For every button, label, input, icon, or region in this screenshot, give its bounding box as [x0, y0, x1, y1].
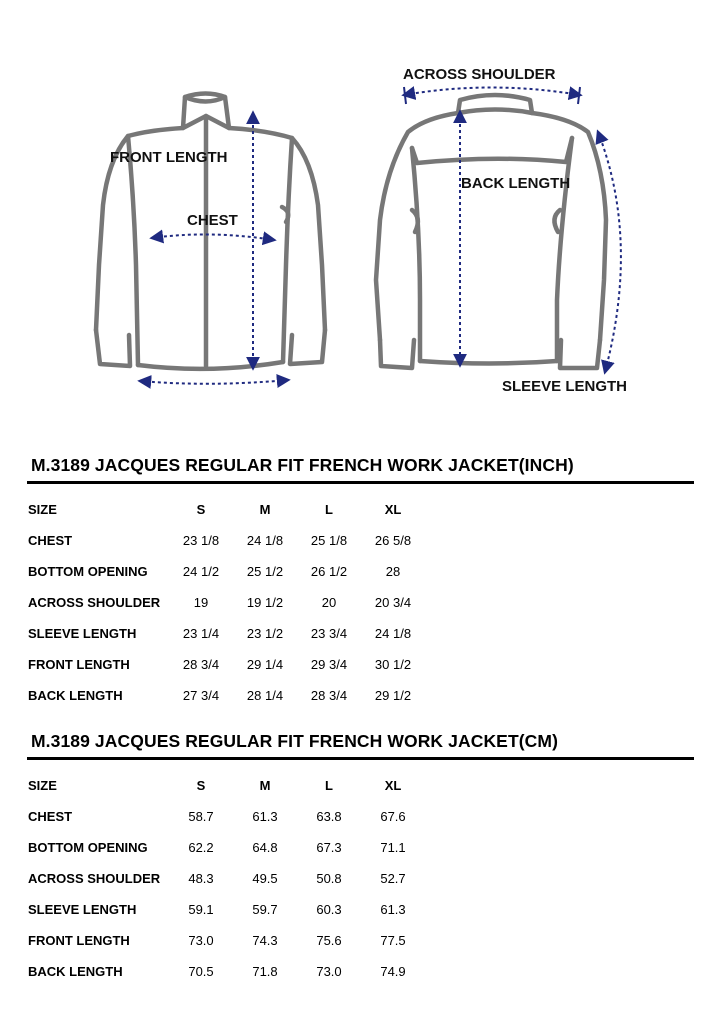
table-cell: 63.8 — [316, 809, 342, 824]
table-row — [28, 525, 425, 556]
size-s-header: S — [196, 778, 206, 793]
table-cell: 71.8 — [252, 964, 278, 979]
table-cell: 70.5 — [188, 964, 214, 979]
front-shirt-illustration — [96, 94, 325, 369]
size-m-header: M — [259, 778, 271, 793]
table-cell: 52.7 — [380, 871, 406, 886]
size-s-header: S — [196, 502, 206, 517]
table-cell: 75.6 — [316, 933, 342, 948]
table-cell: 24 1/8 — [246, 533, 284, 548]
row-label: BACK LENGTH — [28, 688, 123, 703]
table-cell: 60.3 — [316, 902, 342, 917]
back-shirt-illustration — [376, 95, 606, 368]
table-cell: 30 1/2 — [374, 657, 412, 672]
table-header-row — [28, 494, 425, 525]
table-cell: 77.5 — [380, 933, 406, 948]
table-cell: 73.0 — [188, 933, 214, 948]
table-cell: 19 — [193, 595, 209, 610]
table-cell: 61.3 — [252, 809, 278, 824]
table-row — [28, 587, 425, 618]
row-label: FRONT LENGTH — [28, 657, 130, 672]
table-row — [28, 556, 425, 587]
table-cell: 58.7 — [188, 809, 214, 824]
row-label: CHEST — [28, 809, 73, 824]
row-label: BOTTOM OPENING — [28, 564, 148, 579]
cm-title-rule — [27, 757, 694, 760]
table-cell: 28 1/4 — [246, 688, 284, 703]
table-cell: 24 1/2 — [182, 564, 220, 579]
size-l-header: L — [325, 502, 333, 517]
table-cell: 20 — [321, 595, 337, 610]
cm-size-table — [28, 770, 425, 987]
across-shoulder-label: ACROSS SHOULDER — [403, 66, 556, 83]
inch-title-rule — [27, 481, 694, 484]
table-cell: 27 3/4 — [182, 688, 220, 703]
size-xl-header: XL — [384, 778, 402, 793]
table-cell: 62.2 — [188, 840, 214, 855]
sleeve-length-label: SLEEVE LENGTH — [502, 378, 628, 395]
size-column-header: SIZE — [28, 778, 57, 793]
table-row — [28, 956, 425, 987]
measurement-diagram — [0, 0, 723, 420]
table-cell: 20 3/4 — [374, 595, 412, 610]
table-row — [28, 832, 425, 863]
table-row — [28, 618, 425, 649]
table-cell: 74.3 — [252, 933, 278, 948]
table-cell: 59.1 — [188, 902, 214, 917]
table-cell: 67.3 — [316, 840, 342, 855]
cm-table-title: M.3189 JACQUES REGULAR FIT FRENCH WORK JACKET(CM) — [31, 731, 559, 751]
table-cell: 28 — [385, 564, 401, 579]
chest-label: CHEST — [187, 212, 238, 229]
table-cell: 67.6 — [380, 809, 406, 824]
back-length-label: BACK LENGTH — [461, 175, 571, 192]
row-label: BOTTOM OPENING — [28, 840, 148, 855]
size-column-header: SIZE — [28, 502, 57, 517]
bottom-opening-arrow — [140, 380, 288, 384]
table-cell: 23 1/2 — [246, 626, 284, 641]
table-cell: 29 1/4 — [246, 657, 284, 672]
table-cell: 64.8 — [252, 840, 278, 855]
table-row — [28, 801, 425, 832]
row-label: ACROSS SHOULDER — [28, 595, 161, 610]
row-label: BACK LENGTH — [28, 964, 123, 979]
table-cell: 28 3/4 — [310, 688, 348, 703]
table-cell: 29 1/2 — [374, 688, 412, 703]
size-xl-header: XL — [384, 502, 402, 517]
table-cell: 26 1/2 — [310, 564, 348, 579]
table-cell: 28 3/4 — [182, 657, 220, 672]
table-cell: 24 1/8 — [374, 626, 412, 641]
table-row — [28, 925, 425, 956]
table-cell: 48.3 — [188, 871, 214, 886]
table-cell: 50.8 — [316, 871, 342, 886]
chest-arrow — [152, 234, 274, 240]
inch-size-table — [28, 494, 425, 711]
size-l-header: L — [325, 778, 333, 793]
table-cell: 25 1/8 — [310, 533, 348, 548]
table-cell: 25 1/2 — [246, 564, 284, 579]
inch-table-title: M.3189 JACQUES REGULAR FIT FRENCH WORK JACKET(INCH) — [31, 455, 574, 475]
table-cell: 61.3 — [380, 902, 406, 917]
table-row — [28, 649, 425, 680]
table-row — [28, 863, 425, 894]
row-label: SLEEVE LENGTH — [28, 902, 137, 917]
row-label: FRONT LENGTH — [28, 933, 130, 948]
table-cell: 23 1/4 — [182, 626, 220, 641]
row-label: SLEEVE LENGTH — [28, 626, 137, 641]
table-cell: 74.9 — [380, 964, 406, 979]
table-row — [28, 680, 425, 711]
table-cell: 19 1/2 — [246, 595, 284, 610]
table-cell: 26 5/8 — [374, 533, 412, 548]
table-cell: 71.1 — [380, 840, 406, 855]
front-length-label: FRONT LENGTH — [110, 149, 228, 166]
table-cell: 29 3/4 — [310, 657, 348, 672]
table-cell: 59.7 — [252, 902, 278, 917]
table-cell: 73.0 — [316, 964, 342, 979]
table-cell: 49.5 — [252, 871, 278, 886]
table-header-row — [28, 770, 425, 801]
size-m-header: M — [259, 502, 271, 517]
row-label: ACROSS SHOULDER — [28, 871, 161, 886]
table-cell: 23 3/4 — [310, 626, 348, 641]
table-row — [28, 894, 425, 925]
table-cell: 23 1/8 — [182, 533, 220, 548]
row-label: CHEST — [28, 533, 73, 548]
